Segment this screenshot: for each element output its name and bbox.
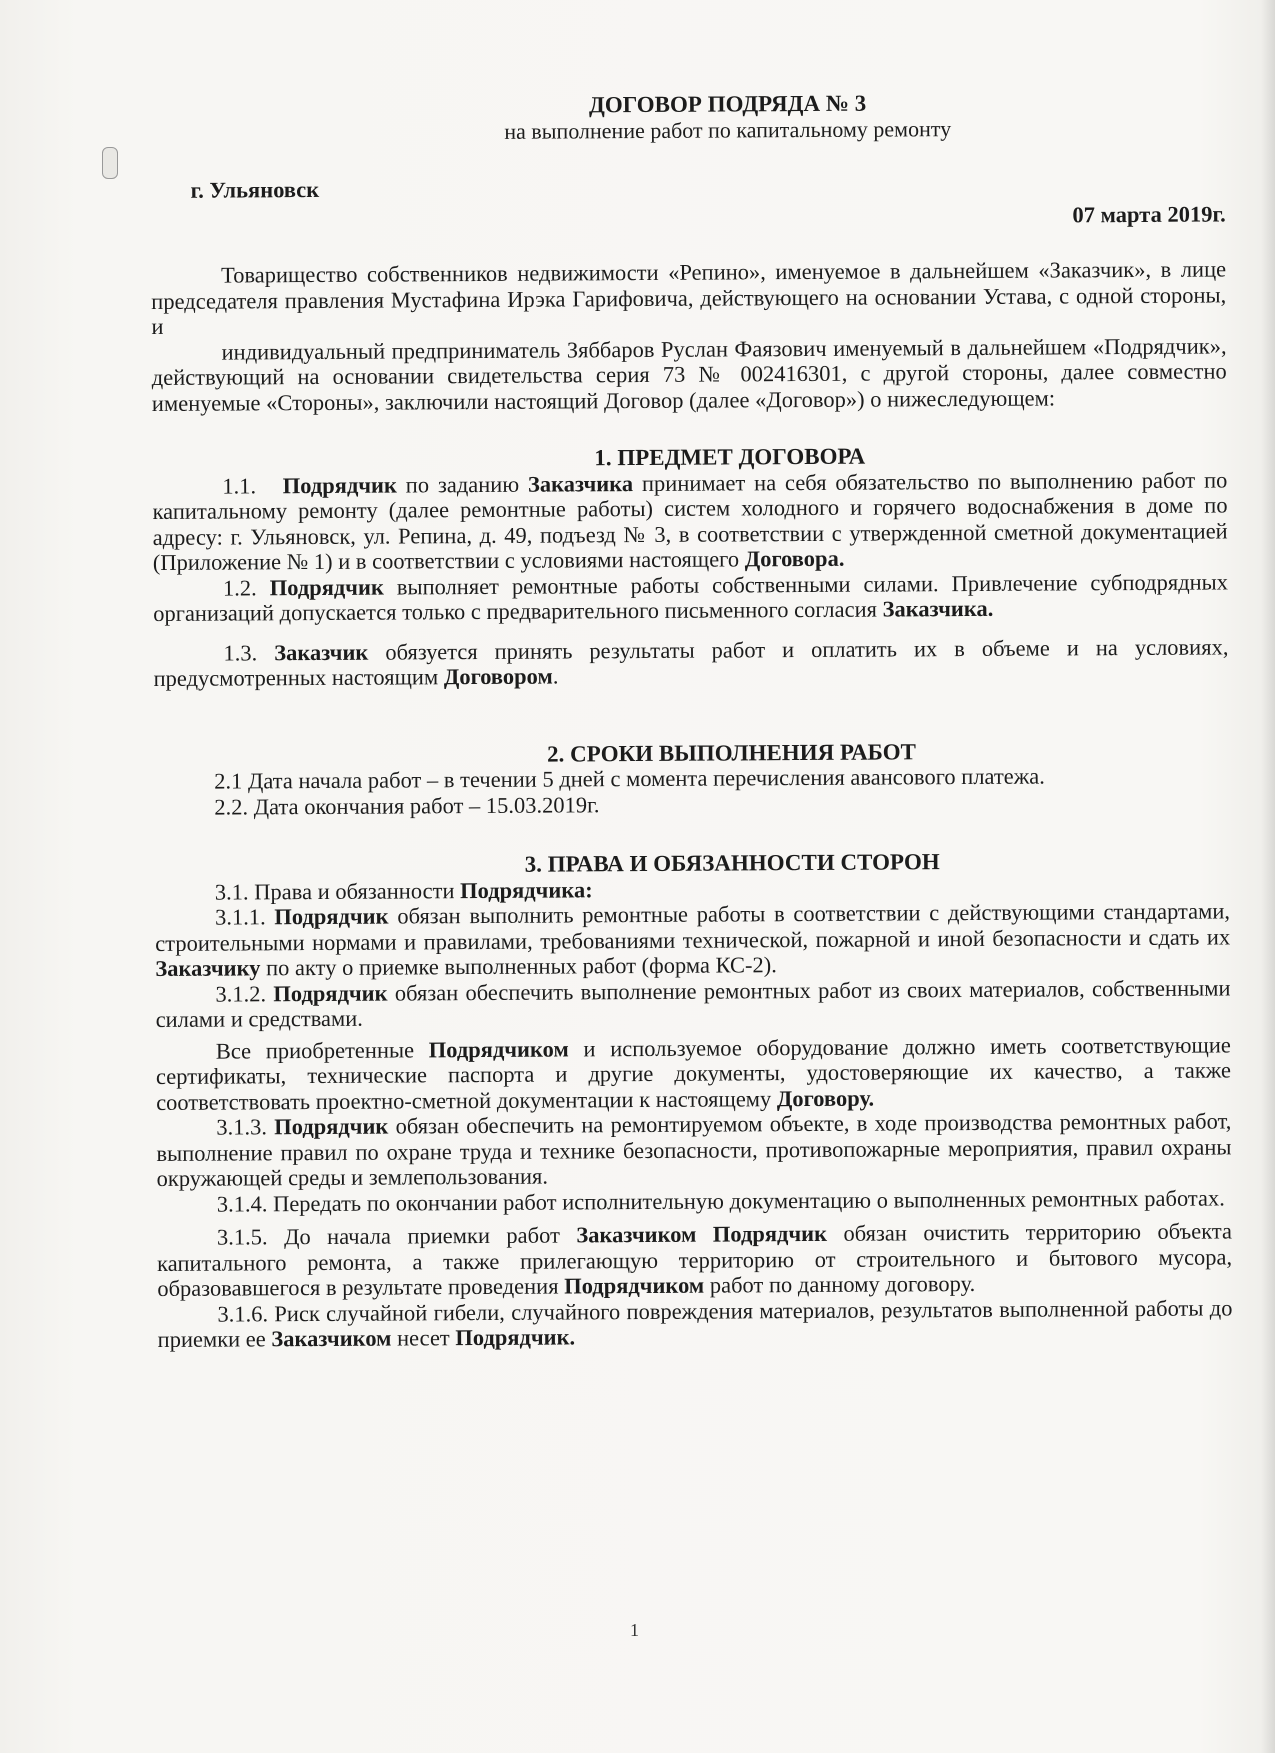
clause-3-1-3: 3.1.3. Подрядчик обязан обеспечить на ремонтируемом объекте, в ходе производства ремонтных работ, выполнение правил по охране труда и технике безопасности, противопожарные мероприятия, правил охраны окружающей среды и землепользования. [156,1108,1232,1191]
section-1-heading: 1. ПРЕДМЕТ ДОГОВОРА [594,443,866,471]
clause-3-1-1: 3.1.1. Подрядчик обязан выполнить ремонтные работы в соответствии с действующими стандартами, строительными нормами и правилами, требованиями технической, пожарной и иной безопасности и сдать их Заказчику по акту о приемке выполненных работ (форма КС-2). [155,898,1231,981]
clause-3-1-2-equipment: Все приобретенные Подрядчиком и используемое оборудование должно иметь соответствующие сертификаты, технические паспорта и другие документы, удостоверяющие их качество, а также соответствовать проектно-сметной документации к настоящему Договору. [155,1031,1232,1115]
section-2-heading: 2. СРОКИ ВЫПОЛНЕНИЯ РАБОТ [547,738,917,767]
page-edge-shadow [1261,0,1275,1753]
preamble-customer: Товарищество собственников недвижимости «Репино», именуемое в дальнейшем «Заказчик», в лице председателя правления Мустафина Ирэка Гарифовича, действующего на основании Устава, с одной стороны, и [151,256,1227,339]
page-number: 1 [630,1620,639,1640]
document-title: ДОГОВОР ПОДРЯДА № 3 [588,90,867,118]
clause-2-1: 2.1 Дата начала работ – в течении 5 дней с момента перечисления авансового платежа. [214,763,1045,794]
contract-body [150,88,1233,1352]
clause-3-1-4: 3.1.4. Передать по окончании работ исполнительную документацию о выполненных ремонтных работах. [216,1184,1225,1217]
section-3-heading: 3. ПРАВА И ОБЯЗАННОСТИ СТОРОН [524,849,940,877]
clause-3-1: 3.1. Права и обязанности Подрядчика: [214,876,593,905]
clause-3-1-2: 3.1.2. Подрядчик обязан обеспечить выполнение ремонтных работ из своих материалов, собственными силами и средствами. [155,974,1231,1032]
document-city: г. Ульяновск [190,176,320,203]
clause-1-2: 1.2. Подрядчик выполняет ремонтные работы собственными силами. Привлечение субподрядных организаций допускается только с предварительного письменного согласия Заказчика. [153,568,1229,626]
clause-3-1-5: 3.1.5. До начала приемки работ Заказчиком Подрядчик обязан очистить территорию объекта капитального ремонта, а также прилегающую территорию от строительного и бытового мусора, образовавшегося в результате проведения Подрядчиком работ по данному договору. [157,1218,1233,1301]
preamble-contractor: индивидуальный предприниматель Зяббаров Руслан Фаязович именуемый в дальнейшем «Подрядчик», действующий на основании свидетельства серия 73 № 002416301, с другой стороны, далее совместно именуемые «Стороны», заключили настоящий Договор (далее «Договор») о нижеследующем: [151,332,1227,416]
binder-hole [102,147,118,179]
clause-1-3: 1.3. Заказчик обязуется принять результаты работ и оплатить их в объеме и на условиях, предусмотренных настоящим Договором. [153,633,1229,691]
clause-2-2: 2.2. Дата окончания работ – 15.03.2019г. [214,791,600,820]
clause-1-1: 1.1. Подрядчик по заданию Заказчика принимает на себя обязательство по выполнению работ по капитальному ремонту (далее ремонтные работы) систем холодного и горячего водоснабжения в доме по адресу: г. Ульяновск, ул. Репина, д. 49, подъезд № 3, в соответствии с утвержденной сметной документацией (Приложение № 1) и в соответствии с условиями настоящего Договора. [152,466,1228,575]
clause-3-1-6: 3.1.6. Риск случайной гибели, случайного повреждения материалов, результатов выполненной работы до приемки ее Заказчиком несет Подрядчик. [157,1294,1233,1352]
document-date: 07 марта 2019г. [1072,200,1226,227]
document-subtitle: на выполнение работ по капитальному ремонту [504,115,952,144]
